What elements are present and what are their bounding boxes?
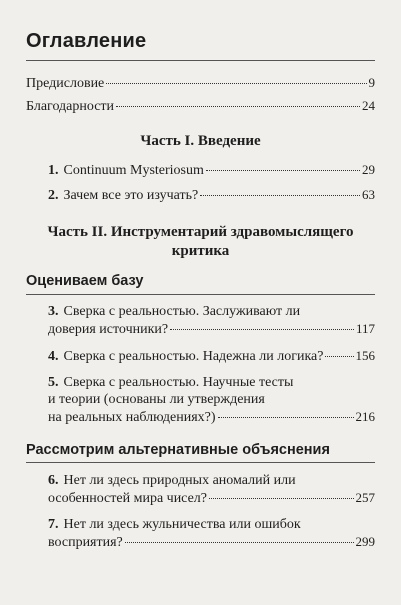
entry-title-line-3: на реальных наблюдениях?) — [48, 410, 216, 425]
section-divider — [26, 294, 375, 295]
entry-title-line-1: Сверка с реальностью. Научные тесты — [63, 375, 294, 390]
entry-title: Сверка с реальностью. Надежна ли логика? — [63, 349, 324, 364]
dot-leader — [170, 329, 354, 330]
entry-title-line-1: Нет ли здесь природных аномалий или — [63, 473, 296, 488]
chapter-number: 5. — [48, 375, 59, 390]
part-2-title-line-2: критика — [171, 243, 230, 259]
entry-page: 9 — [368, 75, 375, 90]
chapter-number: 7. — [48, 517, 59, 532]
entry-title: Зачем все это изучать? — [63, 188, 199, 203]
chapter-number: 2. — [48, 188, 59, 203]
dot-leader — [125, 542, 354, 543]
toc-entry-acknowledgments[interactable] — [26, 97, 375, 115]
toc-entry-chapter-3[interactable] — [48, 303, 375, 338]
chapter-number: 4. — [48, 349, 59, 364]
entry-page: 216 — [355, 409, 375, 424]
toc-entry-chapter-6[interactable] — [48, 472, 375, 507]
dot-leader — [218, 417, 354, 418]
toc-entry-chapter-1[interactable] — [48, 161, 375, 179]
toc-entry-preface[interactable] — [26, 74, 375, 92]
toc-entry-chapter-5[interactable] — [48, 374, 375, 426]
toc-entry-chapter-2[interactable] — [48, 186, 375, 204]
section-title-evaluate-base: Оцениваем базу — [26, 273, 144, 289]
dot-leader — [206, 170, 360, 171]
entry-title-line-1: Сверка с реальностью. Заслуживают ли — [63, 304, 301, 319]
entry-page: 29 — [362, 162, 375, 177]
entry-title-line-2: восприятия? — [48, 535, 123, 550]
entry-title-line-2: особенностей мира чисел? — [48, 491, 207, 506]
part-1-title: Часть I. Введение — [140, 133, 261, 149]
entry-page: 24 — [362, 98, 375, 113]
entry-page: 299 — [355, 534, 375, 549]
chapter-number: 1. — [48, 163, 59, 178]
entry-page: 63 — [362, 187, 375, 202]
part-2-title-line-1: Часть II. Инструментарий здравомыслящего — [47, 224, 354, 240]
entry-title-line-2: и теории (основаны ли утверждения — [48, 392, 265, 407]
dot-leader — [325, 356, 353, 357]
heading-divider — [26, 60, 375, 61]
section-title-alternative-explanations: Рассмотрим альтернативные объяснения — [26, 442, 330, 458]
dot-leader — [209, 498, 354, 499]
entry-title-line-1: Нет ли здесь жульничества или ошибок — [63, 517, 301, 532]
dot-leader — [116, 106, 360, 107]
chapter-number: 3. — [48, 304, 59, 319]
entry-title: Continuum Mysteriosum — [63, 163, 204, 178]
dot-leader — [106, 83, 366, 84]
entry-page: 117 — [355, 321, 375, 336]
dot-leader — [200, 195, 360, 196]
toc-heading: Оглавление — [26, 30, 147, 52]
entry-page: 257 — [355, 490, 375, 505]
entry-title: Благодарности — [26, 99, 115, 114]
toc-entry-chapter-4[interactable] — [48, 347, 375, 365]
entry-page: 156 — [355, 348, 375, 363]
chapter-number: 6. — [48, 473, 59, 488]
entry-title: Предисловие — [26, 76, 105, 91]
part-2-title — [26, 223, 375, 261]
entry-title-line-2: доверия источники? — [48, 322, 169, 337]
toc-entry-chapter-7[interactable] — [48, 516, 375, 551]
section-divider — [26, 462, 375, 463]
